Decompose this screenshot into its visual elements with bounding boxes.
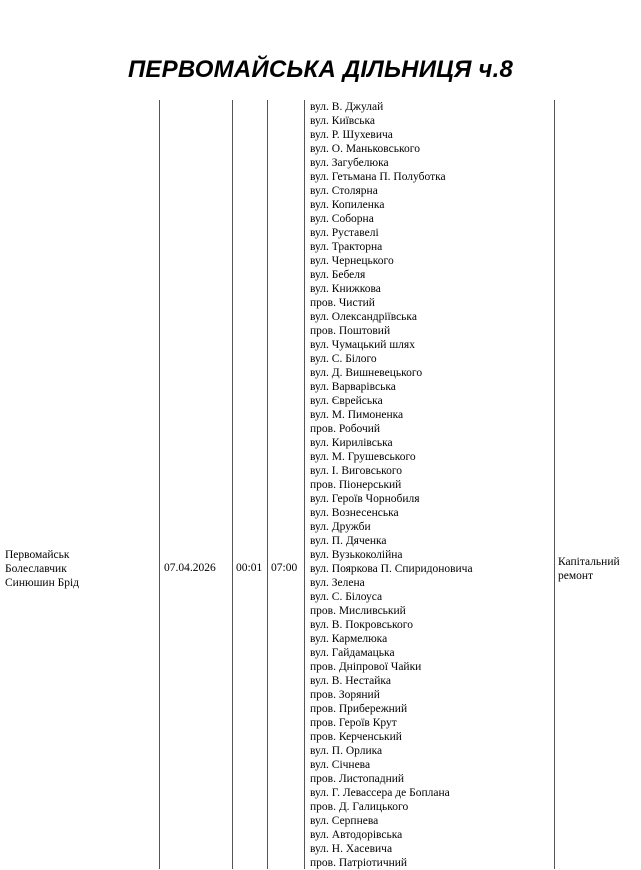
street-item: вул. Соборна bbox=[310, 213, 374, 225]
street-item: вул. Київська bbox=[310, 115, 376, 127]
work-type-line: Капітальний bbox=[558, 556, 620, 568]
street-item: вул. М. Пимоненка bbox=[310, 409, 404, 421]
work-type-line: ремонт bbox=[558, 570, 594, 582]
settlements-cell bbox=[5, 548, 155, 590]
street-item: вул. Книжкова bbox=[310, 283, 381, 295]
street-item: вул. Кармелюка bbox=[310, 633, 388, 645]
street-item: вул. Столярна bbox=[310, 185, 378, 197]
street-item: вул. Н. Хасевича bbox=[310, 843, 393, 855]
work-type-cell bbox=[558, 555, 638, 583]
street-item: вул. Дружби bbox=[310, 521, 371, 533]
street-item: пров. Листопадний bbox=[310, 773, 405, 785]
column-divider bbox=[304, 100, 305, 869]
street-item: вул. О. Маньковського bbox=[310, 143, 420, 155]
street-item: вул. Копиленка bbox=[310, 199, 385, 211]
street-item: вул. В. Покровського bbox=[310, 619, 413, 631]
street-item: вул. Вузькоколійна bbox=[310, 549, 403, 561]
street-item: вул. Автодорівська bbox=[310, 829, 403, 841]
street-item: вул. Д. Вишневецького bbox=[310, 367, 423, 379]
street-item: вул. Олександріївська bbox=[310, 311, 417, 323]
street-item: вул. П. Дяченка bbox=[310, 535, 387, 547]
street-item: вул. Героїв Чорнобиля bbox=[310, 493, 420, 505]
street-item: вул. В. Джулай bbox=[310, 101, 384, 113]
street-item: вул. М. Грушевського bbox=[310, 451, 416, 463]
street-item: пров. Керченський bbox=[310, 731, 402, 743]
street-item: вул. Чумацький шлях bbox=[310, 339, 415, 351]
outage-date: 07.04.2026 bbox=[164, 562, 216, 574]
street-item: вул. Гайдамацька bbox=[310, 647, 395, 659]
street-item: вул. Варварівська bbox=[310, 381, 396, 393]
street-item: вул. Загубелюка bbox=[310, 157, 389, 169]
street-item: пров. Дніпрової Чайки bbox=[310, 661, 422, 673]
street-item: вул. Тракторна bbox=[310, 241, 383, 253]
street-item: пров. Прибережний bbox=[310, 703, 408, 715]
street-item: пров. Піонерський bbox=[310, 479, 402, 491]
settlement-name: Болеславчик bbox=[5, 563, 67, 575]
page-title: ПЕРВОМАЙСЬКА ДІЛЬНИЦЯ ч.8 bbox=[127, 56, 514, 83]
settlement-name: Первомайськ bbox=[5, 549, 70, 561]
street-item: вул. Єврейська bbox=[310, 395, 383, 407]
street-item: пров. Мисливський bbox=[310, 605, 406, 617]
street-item: вул. І. Виговського bbox=[310, 465, 402, 477]
column-divider bbox=[232, 100, 233, 869]
street-item: вул. Гетьмана П. Полуботка bbox=[310, 171, 446, 183]
end-time: 07:00 bbox=[271, 562, 298, 574]
street-item: вул. Вознесенська bbox=[310, 507, 399, 519]
street-item: пров. Робочий bbox=[310, 423, 381, 435]
street-item: вул. Р. Шухевича bbox=[310, 129, 393, 141]
street-item: вул. Зелена bbox=[310, 577, 365, 589]
start-time: 00:01 bbox=[236, 562, 263, 574]
column-divider bbox=[267, 100, 268, 869]
street-item: вул. П. Орлика bbox=[310, 745, 383, 757]
street-item: пров. Чистий bbox=[310, 297, 375, 309]
street-item: пров. Патріотичний bbox=[310, 857, 408, 869]
street-item: пров. Зоряний bbox=[310, 689, 380, 701]
street-item: вул. Кирилівська bbox=[310, 437, 393, 449]
street-item: вул. Пояркова П. Спиридоновича bbox=[310, 563, 473, 575]
street-item: пров. Д. Галицького bbox=[310, 801, 409, 813]
street-item: вул. С. Білого bbox=[310, 353, 377, 365]
street-item: вул. Чернецького bbox=[310, 255, 394, 267]
column-divider bbox=[159, 100, 160, 869]
street-item: вул. Серпнева bbox=[310, 815, 379, 827]
street-item: вул. Бебеля bbox=[310, 269, 366, 281]
street-item: вул. Г. Левассера де Боплана bbox=[310, 787, 450, 799]
street-item: вул. С. Білоуса bbox=[310, 591, 383, 603]
street-item: вул. Руставелі bbox=[310, 227, 379, 239]
street-item: вул. В. Нестайка bbox=[310, 675, 391, 687]
column-divider bbox=[554, 100, 555, 869]
settlement-name: Синюшин Брід bbox=[5, 577, 80, 589]
street-item: вул. Січнева bbox=[310, 759, 371, 771]
street-item: пров. Героїв Крут bbox=[310, 717, 397, 729]
street-item: пров. Поштовий bbox=[310, 325, 391, 337]
street-list bbox=[310, 100, 550, 870]
